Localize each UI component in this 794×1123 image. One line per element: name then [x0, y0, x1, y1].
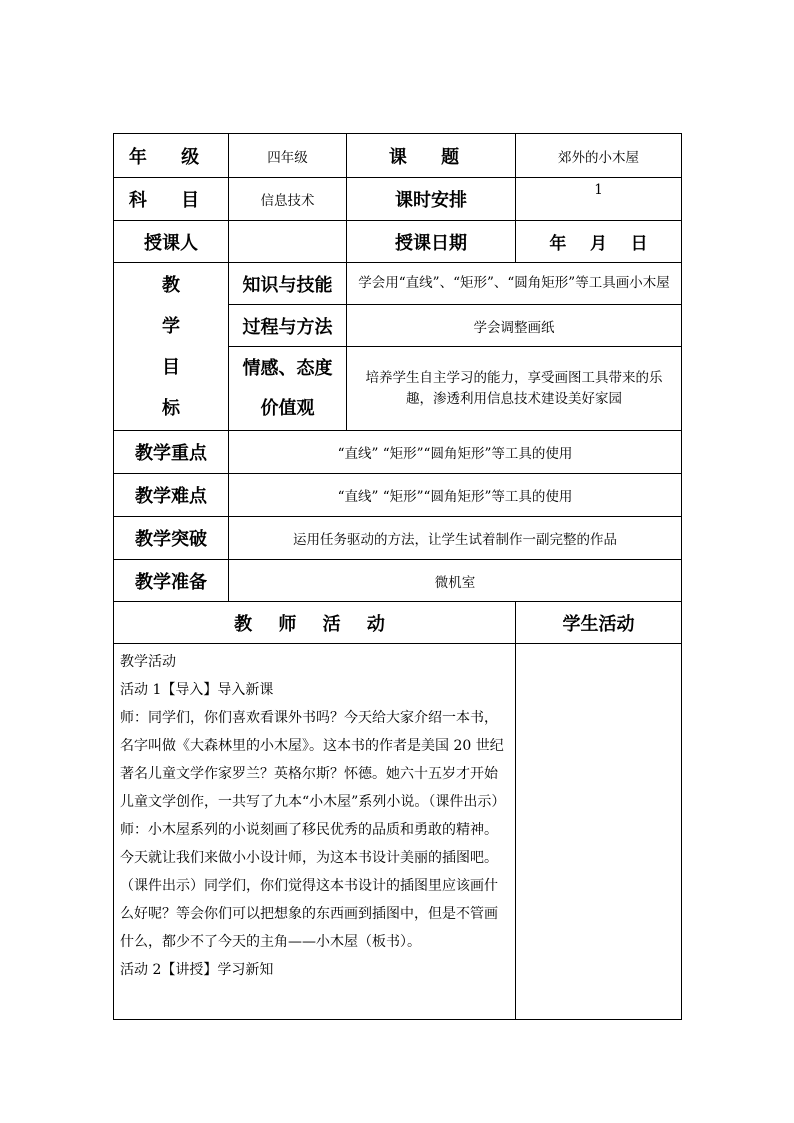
activity-line-1-title: 活动 1【导入】导入新课 — [120, 682, 274, 698]
breakthrough-text: 运用任务驱动的方法，让学生试着制作一副完整的作品 — [229, 517, 682, 560]
lesson-plan-table — [113, 133, 682, 1020]
knowledge-row — [114, 263, 682, 305]
activity-header-row — [114, 602, 682, 644]
breakthrough-label: 教学突破 — [114, 517, 229, 560]
grade-row — [114, 134, 682, 178]
activity-content-row — [114, 644, 682, 1020]
teacher-value — [229, 221, 347, 263]
activity-line-2-title: 活动 2【讲授】学习新知 — [120, 962, 274, 978]
prep-label: 教学准备 — [114, 560, 229, 602]
difficulty-text: “直线” “矩形”“圆角矩形”等工具的使用 — [229, 474, 682, 517]
subject-value: 信息技术 — [229, 178, 347, 221]
focus-row — [114, 431, 682, 474]
date-label: 授课日期 — [347, 221, 516, 263]
prep-text: 微机室 — [229, 560, 682, 602]
objectives-char-1: 教 — [162, 274, 180, 296]
date-value: 年 月 日 — [516, 221, 682, 263]
hours-label: 课时安排 — [347, 178, 516, 221]
objectives-char-2: 学 — [162, 315, 180, 337]
emotion-label-line-1: 情感、态度 — [242, 357, 333, 379]
hours-value: 1 — [516, 178, 682, 221]
teacher-label: 授课人 — [114, 221, 229, 263]
difficulty-label: 教学难点 — [114, 474, 229, 517]
objectives-char-3: 目 — [162, 356, 180, 378]
topic-value: 郊外的小木屋 — [516, 134, 682, 178]
process-text: 学会调整画纸 — [347, 305, 682, 347]
emotion-text: 培养学生自主学习的能力，享受画图工具带来的乐趣，渗透利用信息技术建设美好家园 — [347, 347, 682, 431]
process-label: 过程与方法 — [229, 305, 347, 347]
grade-label: 年 级 — [114, 134, 229, 178]
objectives-section-label — [114, 263, 229, 431]
knowledge-label: 知识与技能 — [229, 263, 347, 305]
activity-line-heading: 教学活动 — [120, 654, 176, 670]
objectives-char-4: 标 — [162, 397, 180, 419]
subject-label: 科 目 — [114, 178, 229, 221]
prep-row — [114, 560, 682, 602]
emotion-label — [229, 347, 347, 431]
teacher-activity-header: 教 师 活 动 — [114, 602, 516, 644]
breakthrough-row — [114, 517, 682, 560]
knowledge-text: 学会用“直线”、“矩形”、“圆角矩形”等工具画小木屋 — [347, 263, 682, 305]
difficulty-row — [114, 474, 682, 517]
focus-text: “直线” “矩形”“圆角矩形”等工具的使用 — [229, 431, 682, 474]
subject-row — [114, 178, 682, 221]
grade-value: 四年级 — [229, 134, 347, 178]
topic-label: 课 题 — [347, 134, 516, 178]
emotion-label-line-2: 价值观 — [260, 397, 315, 419]
student-activity-header: 学生活动 — [516, 602, 682, 644]
focus-label: 教学重点 — [114, 431, 229, 474]
activity-paragraph: 师：同学们，你们喜欢看课外书吗？今天给大家介绍一本书，名字叫做《大森林里的小木屋》。这本书的作者是美国 20 世纪著名儿童文学作家罗兰？英格尔斯？怀德。她六十五岁才开始儿童文学创作，一共写了九本“小木屋”系列小说。（课件出示）师：小木屋系列的小说刻画了移民优秀的品质和勇敢的精神。今天就让我们来做小小设计师，为这本书设计美丽的插图吧。（课件出示）同学们，你们觉得这本书设计的插图里应该画什么好呢？等会你们可以把想象的东西画到插图中，但是不管画什么，都少不了今天的主角——小木屋（板书）。 — [120, 710, 506, 950]
teacher-row — [114, 221, 682, 263]
teacher-activity-content — [114, 644, 516, 1020]
student-activity-content — [516, 644, 682, 1020]
